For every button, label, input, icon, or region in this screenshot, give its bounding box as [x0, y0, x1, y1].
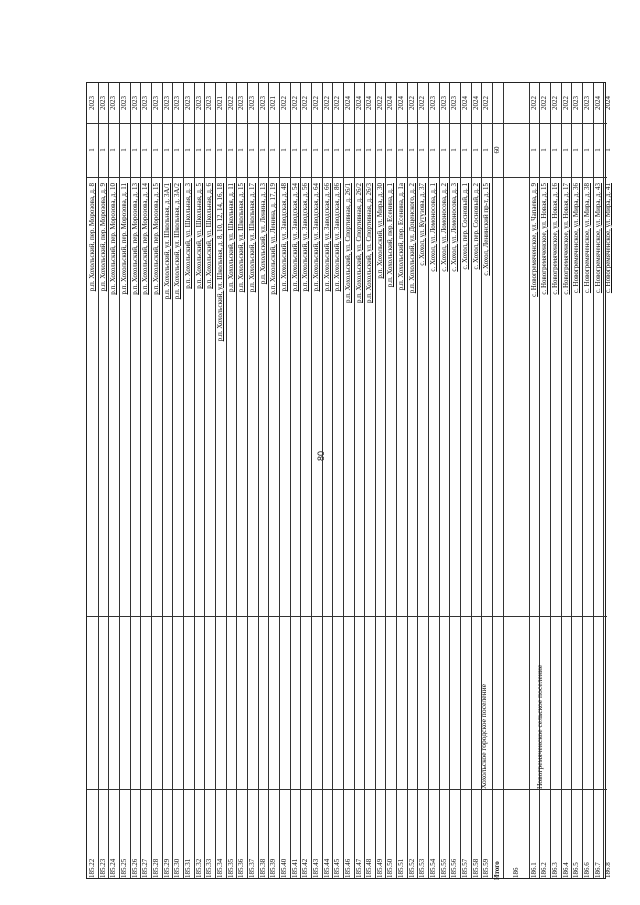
- address-cell: р.п. Хохольский, ул. Школьная, д. 15: [237, 183, 246, 293]
- year-cell: 2023: [429, 96, 438, 110]
- count-cell: 1: [301, 148, 310, 152]
- count-cell: 1: [109, 148, 118, 152]
- address-cell: р.п. Хохольский, ул. Спортивная, д. 26/1: [343, 183, 352, 303]
- row-number: 185.31: [183, 858, 192, 878]
- count-cell: 1: [215, 148, 224, 152]
- row-number: 185.26: [130, 858, 139, 878]
- year-cell: 2024: [343, 96, 352, 110]
- year-cell: 2023: [258, 96, 267, 110]
- year-cell: 2024: [593, 96, 602, 110]
- row-number: 186.3: [551, 862, 560, 878]
- row-number: 185.53: [418, 858, 427, 878]
- address-cell: р.п. Хохольский, ул. Заводская, д. 66: [322, 183, 331, 292]
- row-number: 186.5: [572, 862, 581, 878]
- count-cell: 1: [529, 148, 538, 152]
- year-cell: 2024: [397, 96, 406, 110]
- year-cell: 2022: [482, 96, 491, 110]
- count-cell: 1: [290, 148, 299, 152]
- year-cell: 2022: [529, 96, 538, 110]
- row-number: 185.29: [162, 858, 171, 878]
- address-cell: с. Новогремяченское, ул. Мира, д. 38: [583, 183, 592, 294]
- row-number: 185.57: [461, 858, 470, 878]
- address-cell: с. Новогремяченское, ул. Мира, д. 43: [593, 183, 602, 294]
- year-cell: 2022: [418, 96, 427, 110]
- count-cell: 1: [333, 148, 342, 152]
- year-cell: 2023: [194, 96, 203, 110]
- count-cell: 1: [439, 148, 448, 152]
- row-number: 185.23: [98, 858, 107, 878]
- address-cell: р.п. Хохольский, ул. Школьная, д. 8, 10, 12, 14, 16, 18: [215, 183, 224, 342]
- year-cell: 2023: [450, 96, 459, 110]
- row-number: 186.6: [583, 862, 592, 878]
- count-cell: 1: [141, 148, 150, 152]
- count-cell: 1: [130, 148, 139, 152]
- row-number: 185.55: [439, 858, 448, 878]
- row-number: 185.44: [322, 858, 331, 878]
- row-number: 186.2: [540, 862, 549, 878]
- address-cell: с. Хохол, ул. Ломоносова, д. 1: [429, 183, 438, 272]
- row-number: 185.52: [407, 858, 416, 878]
- year-cell: 2021: [215, 96, 224, 110]
- year-cell: 2022: [561, 96, 570, 110]
- year-cell: 2023: [439, 96, 448, 110]
- count-cell: 1: [343, 148, 352, 152]
- year-cell: 2022: [311, 96, 320, 110]
- address-cell: р.п. Хохольский, ул. Школьная, д. 17: [247, 183, 256, 293]
- address-table: [86, 82, 613, 880]
- address-cell: р.п. Хохольский, ул. Школьная, д. 3: [183, 183, 192, 289]
- year-cell: 2021: [269, 96, 278, 110]
- count-cell: 1: [450, 148, 459, 152]
- row-number: 185.51: [397, 858, 406, 878]
- address-cell: р.п. Хохольский, ул. Заводская, д. 54: [290, 183, 299, 292]
- address-cell: р.п. Хохольский, ул. Школьная, д. 3А/2: [173, 183, 182, 300]
- count-cell: 1: [407, 148, 416, 152]
- count-cell: 1: [151, 148, 160, 152]
- count-cell: 1: [98, 148, 107, 152]
- row-number: 185.38: [258, 858, 267, 878]
- address-cell: с. Новогремяченское, ул. Мира, д. 36: [572, 183, 581, 294]
- group-number: 186: [511, 867, 520, 878]
- address-cell: р.п. Хохольский, пер. Морозова, д. 14: [141, 183, 150, 295]
- count-cell: 1: [386, 148, 395, 152]
- count-cell: 1: [173, 148, 182, 152]
- count-cell: 1: [397, 148, 406, 152]
- count-cell: 1: [247, 148, 256, 152]
- year-cell: 2022: [375, 96, 384, 110]
- address-cell: с. Новогремяченское, ул. Чапаева, д. 9: [529, 183, 538, 297]
- year-cell: 2023: [237, 96, 246, 110]
- address-cell: р.п. Хохольский, ул. Школьная, д. 3А/1: [162, 183, 171, 300]
- address-cell: р.п. Хохольский, ул. Заводская, д. 48: [279, 183, 288, 292]
- year-cell: 2023: [151, 96, 160, 110]
- row-number: 185.39: [269, 858, 278, 878]
- row-number: 185.34: [215, 858, 224, 878]
- year-cell: 2023: [141, 96, 150, 110]
- count-cell: 1: [429, 148, 438, 152]
- count-cell: 1: [482, 148, 491, 152]
- count-cell: 1: [322, 148, 331, 152]
- count-cell: 1: [593, 148, 602, 152]
- address-cell: р.п. Хохольский, ул. Доценского, д. 2: [407, 183, 416, 294]
- address-cell: р.п. Хохольский, пер. Морозова, д. 10: [109, 183, 118, 295]
- address-cell: р.п. Хохольский, ул. Школьная, д. 11: [226, 183, 235, 293]
- row-number: 185.56: [450, 858, 459, 878]
- row-number: 186.1: [529, 862, 538, 878]
- total-label: Итого: [493, 861, 502, 880]
- count-cell: 1: [258, 148, 267, 152]
- row-number: 185.50: [386, 858, 395, 878]
- count-cell: 1: [572, 148, 581, 152]
- count-cell: 1: [194, 148, 203, 152]
- row-number: 185.40: [279, 858, 288, 878]
- address-cell: с. Хохол, Ленинский пр-т, д. 15: [482, 183, 491, 276]
- row-number: 185.35: [226, 858, 235, 878]
- year-cell: 2023: [119, 96, 128, 110]
- address-cell: р.п. Хохольский, пер. Морозова, д. 8: [88, 183, 96, 292]
- count-cell: 1: [119, 148, 128, 152]
- address-cell: р.п. Хохольский, ул. Спортивная, д. 26/3: [365, 183, 374, 303]
- year-cell: 2022: [301, 96, 310, 110]
- count-cell: 1: [540, 148, 549, 152]
- row-divider: [503, 83, 504, 878]
- row-number: 185.24: [109, 858, 118, 878]
- year-cell: 2023: [583, 96, 592, 110]
- row-number: 185.42: [301, 858, 310, 878]
- year-cell: 2022: [322, 96, 331, 110]
- row-number: 185.59: [482, 858, 491, 878]
- count-cell: 1: [561, 148, 570, 152]
- address-cell: с. Новогремяченское, ул. Новая, д. 16: [551, 183, 560, 295]
- row-number: 186.4: [561, 862, 570, 878]
- count-cell: 1: [311, 148, 320, 152]
- address-cell: р.п. Хохольский, пер. Есенина, д. 1а: [397, 183, 406, 291]
- address-cell: р.п. Хохольский, ул. Спортивная, д. 26/2: [354, 183, 363, 303]
- count-cell: 1: [418, 148, 427, 152]
- count-cell: 1: [269, 148, 278, 152]
- row-number: 185.41: [290, 858, 299, 878]
- year-cell: 2023: [88, 96, 96, 110]
- address-cell: р.п. Хохольский, пер. Морозова, д. 15: [151, 183, 160, 295]
- row-number: 185.46: [343, 858, 352, 878]
- year-cell: 2023: [205, 96, 214, 110]
- address-cell: с. Хохол, пер. Сосновый, д. 1: [461, 183, 470, 270]
- municipality-name: Новогремяченское сельское поселение: [535, 664, 545, 789]
- address-cell: с. Хохол, ул. Кутузова, д. 37: [418, 183, 427, 266]
- municipality-name: Хохольское городское поселение: [479, 684, 489, 789]
- row-number: 185.36: [237, 858, 246, 878]
- year-cell: 2024: [386, 96, 395, 110]
- count-cell: 1: [583, 148, 592, 152]
- page-number: 80: [316, 451, 326, 462]
- address-cell: р.п. Хохольский, ул. Школьная, д. 6: [205, 183, 214, 289]
- address-cell: р.п. Хохольский, пер. Морозова, д. 13: [130, 183, 139, 295]
- year-cell: 2024: [471, 96, 480, 110]
- count-cell: 1: [205, 148, 214, 152]
- year-cell: 2022: [540, 96, 549, 110]
- year-cell: 2024: [604, 96, 613, 110]
- address-cell: р.п. Хохольский, пер. Есенина, д. 1: [386, 183, 395, 288]
- year-cell: 2024: [365, 96, 374, 110]
- address-cell: с. Новогремяченское, ул. Новая, д. 17: [561, 183, 570, 295]
- count-cell: 1: [471, 148, 480, 152]
- year-cell: 2023: [173, 96, 182, 110]
- address-cell: р.п. Хохольский, ул. Мира, д. 30: [375, 183, 384, 279]
- row-number: 185.27: [141, 858, 150, 878]
- row-number: 185.22: [88, 858, 96, 878]
- address-cell: р.п. Хохольский, ул. Заводская, д. 56: [301, 183, 310, 292]
- count-cell: 1: [461, 148, 470, 152]
- address-cell: с. Новогремяченское, ул. Мира, д. 41: [604, 183, 613, 294]
- year-cell: 2022: [333, 96, 342, 110]
- row-number: 185.58: [471, 858, 480, 878]
- address-cell: р.п. Хохольский, ул. Заводская, д. 86: [333, 183, 342, 292]
- year-cell: 2023: [247, 96, 256, 110]
- row-number: 185.43: [311, 858, 320, 878]
- year-cell: 2022: [290, 96, 299, 110]
- count-cell: 1: [162, 148, 171, 152]
- count-cell: 1: [375, 148, 384, 152]
- address-cell: с. Хохол, пер. Сосновый, д. 2: [471, 183, 480, 270]
- row-number: 185.54: [429, 858, 438, 878]
- address-cell: р.п. Хохольский, ул. Ленина, д. 13: [258, 183, 267, 285]
- address-cell: р.п. Хохольский, ул. Заводская, д. 64: [311, 183, 320, 292]
- address-cell: с. Хохол, ул. Ломоносова, д. 3: [450, 183, 459, 272]
- row-number: 186.8: [604, 862, 613, 878]
- count-cell: 1: [88, 148, 96, 152]
- year-cell: 2023: [98, 96, 107, 110]
- row-number: 185.30: [173, 858, 182, 878]
- row-number: 186.7: [593, 862, 602, 878]
- total-count: 60: [493, 146, 502, 154]
- count-cell: 1: [551, 148, 560, 152]
- count-cell: 1: [354, 148, 363, 152]
- row-number: 185.45: [333, 858, 342, 878]
- row-number: 185.49: [375, 858, 384, 878]
- year-cell: 2022: [407, 96, 416, 110]
- row-number: 185.33: [205, 858, 214, 878]
- year-cell: 2023: [109, 96, 118, 110]
- count-cell: 1: [365, 148, 374, 152]
- row-number: 185.28: [151, 858, 160, 878]
- year-cell: 2023: [130, 96, 139, 110]
- row-number: 185.32: [194, 858, 203, 878]
- address-cell: с. Новогремяченское, ул. Новая, д. 15: [540, 183, 549, 295]
- year-cell: 2023: [572, 96, 581, 110]
- year-cell: 2022: [226, 96, 235, 110]
- year-cell: 2024: [354, 96, 363, 110]
- year-cell: 2022: [279, 96, 288, 110]
- count-cell: 1: [183, 148, 192, 152]
- year-cell: 2024: [461, 96, 470, 110]
- year-cell: 2023: [183, 96, 192, 110]
- count-cell: 1: [226, 148, 235, 152]
- row-number: 185.25: [119, 858, 128, 878]
- address-cell: р.п. Хохольский, ул. Ленина, д. 17, 19: [269, 183, 278, 295]
- row-number: 185.37: [247, 858, 256, 878]
- count-cell: 1: [279, 148, 288, 152]
- address-cell: р.п. Хохольский, пер. Морозова, д. 9: [98, 183, 107, 292]
- address-cell: с. Хохол, ул. Ломоносова, д. 2: [439, 183, 448, 272]
- row-number: 185.48: [365, 858, 374, 878]
- address-cell: р.п. Хохольский, пер. Морозова, д. 11: [119, 183, 128, 295]
- count-cell: 1: [237, 148, 246, 152]
- year-cell: 2022: [551, 96, 560, 110]
- count-cell: 1: [604, 148, 613, 152]
- year-cell: 2023: [162, 96, 171, 110]
- address-cell: р.п. Хохольский, ул. Школьная, д. 5: [194, 183, 203, 289]
- row-number: 185.47: [354, 858, 363, 878]
